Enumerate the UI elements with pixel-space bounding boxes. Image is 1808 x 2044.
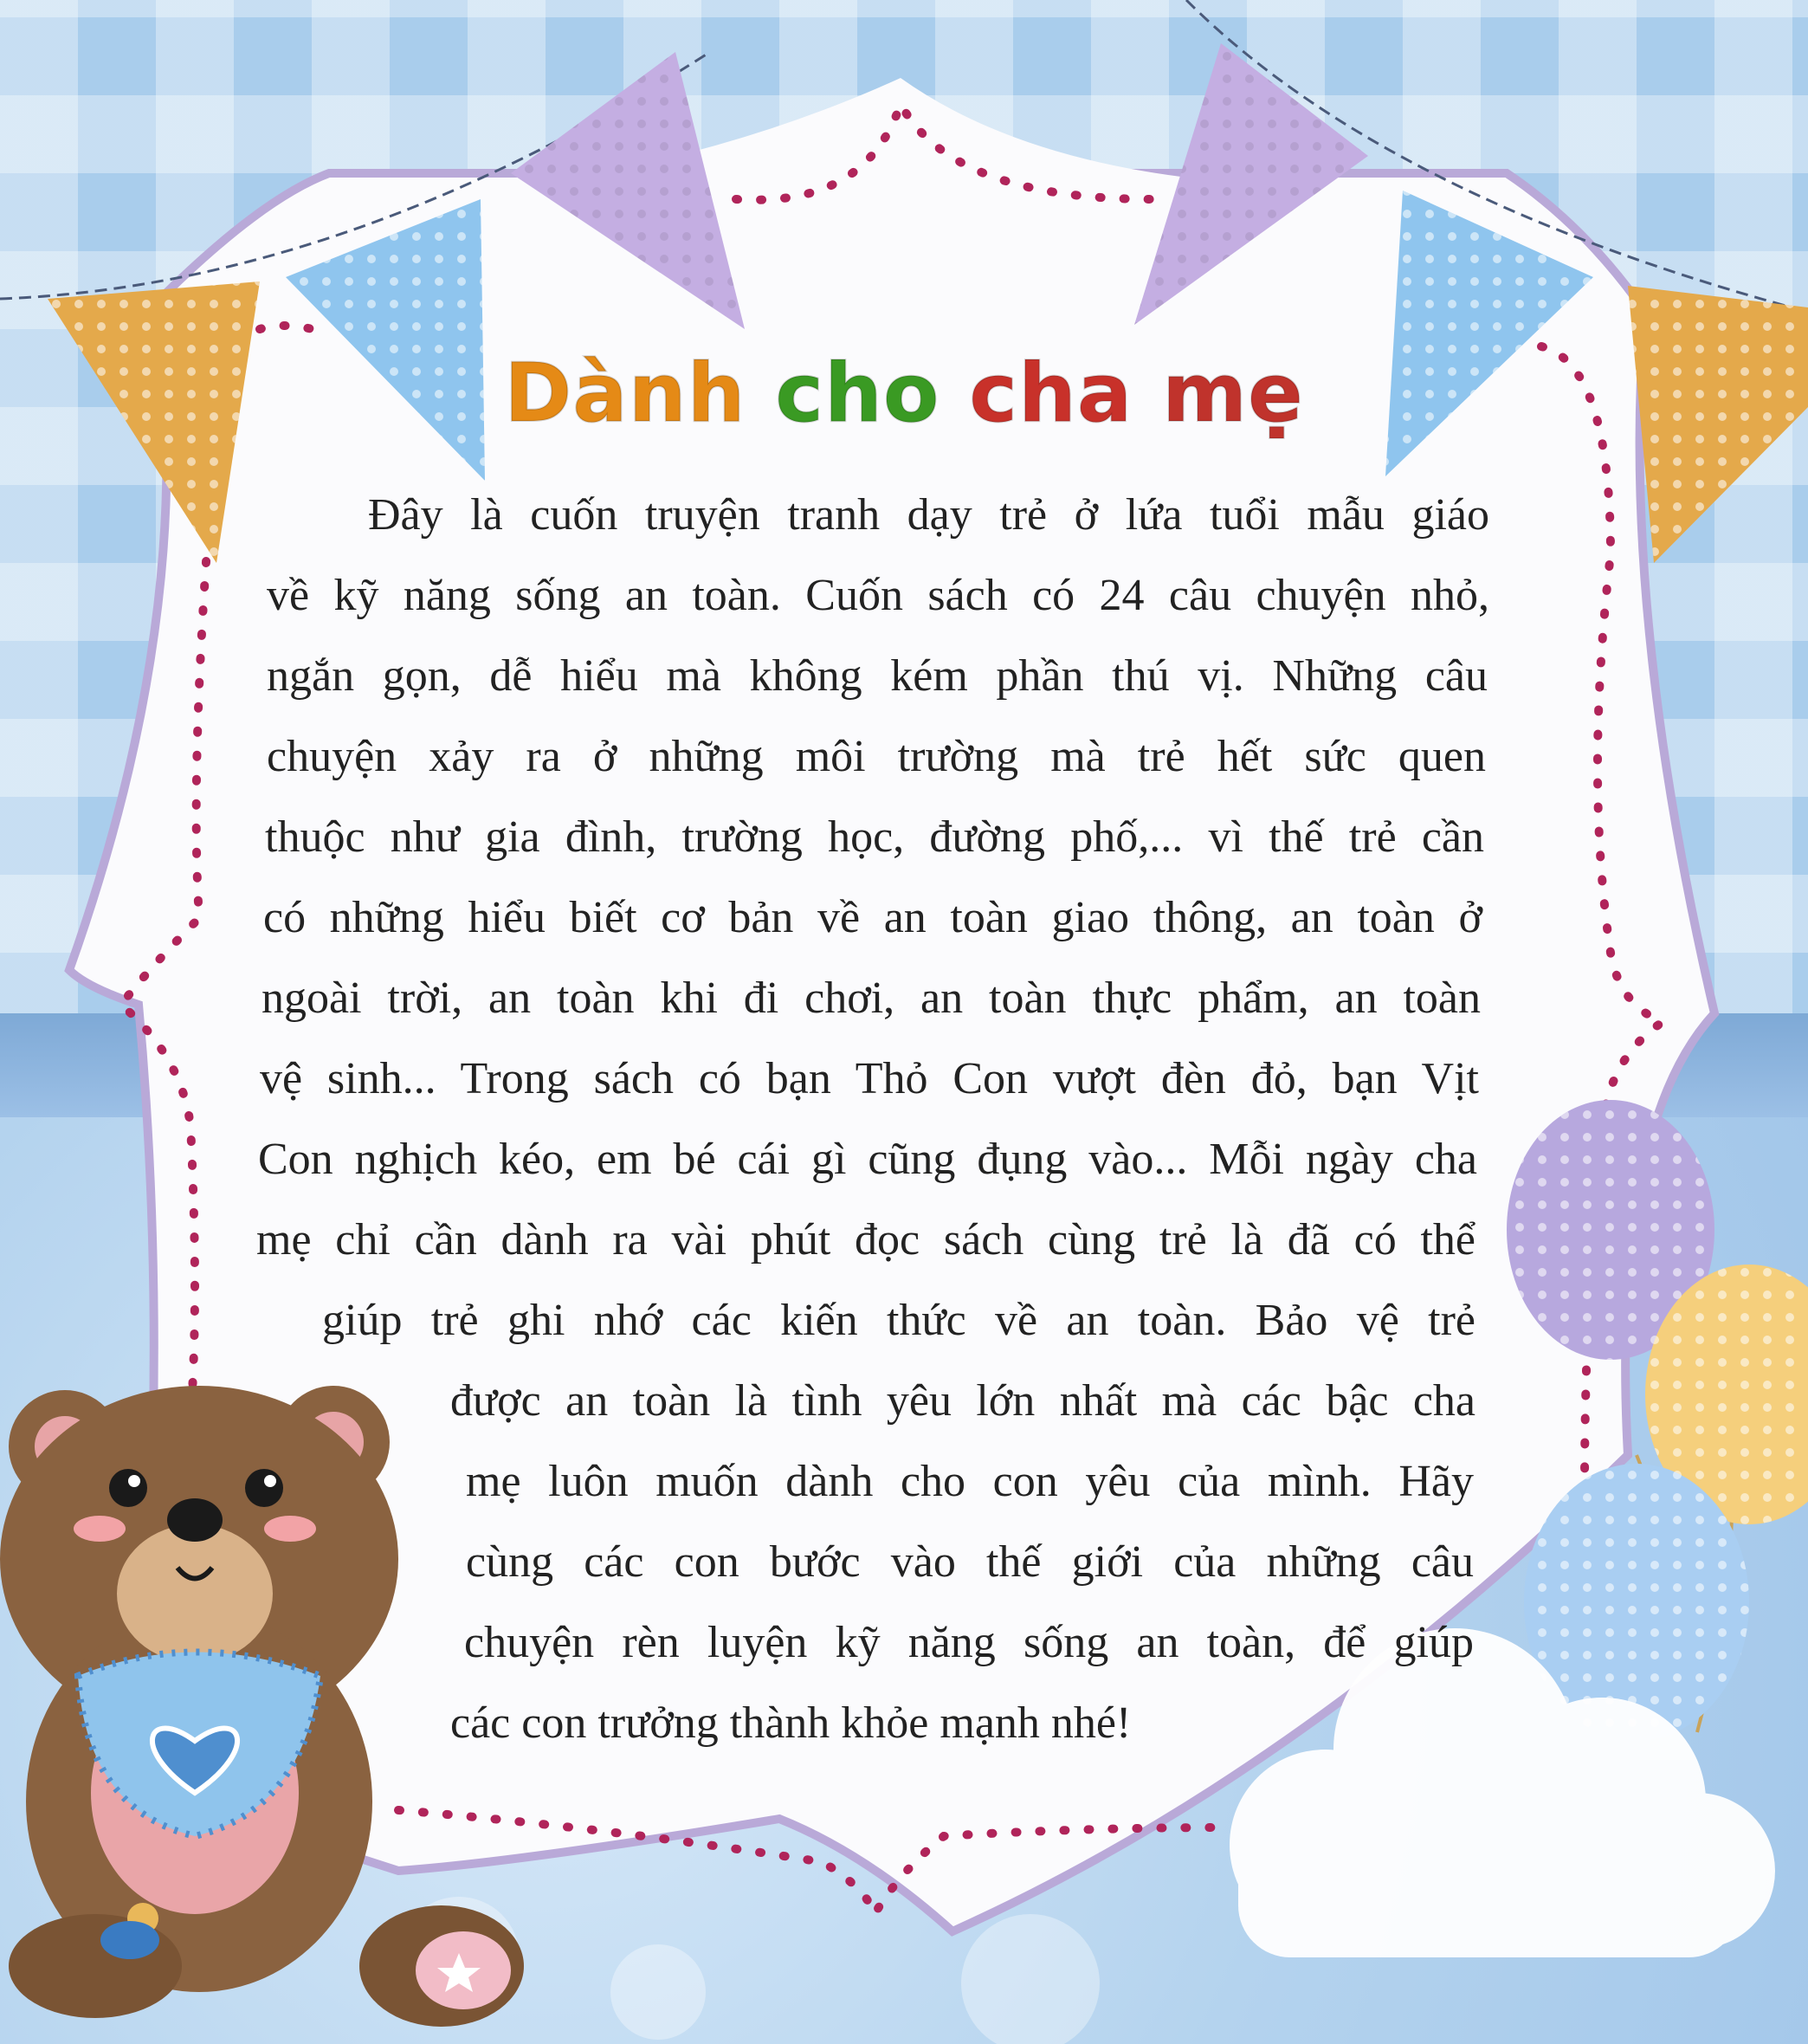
text-line: ngắn gọn, dễ hiểu mà không kém phần thú vị. Những câu (267, 651, 1488, 701)
title-word-4: mẹ (1162, 346, 1304, 441)
text-line: các con trưởng thành khỏe mạnh nhé! (450, 1698, 1132, 1748)
text-line: thuộc như gia đình, trường học, đường phố,... vì thế trẻ cần (265, 812, 1484, 862)
text-line: ngoài trời, an toàn khi đi chơi, an toàn thực phẩm, an toàn (262, 973, 1481, 1023)
page-title (0, 346, 1808, 441)
title-word-2: cho (775, 346, 940, 441)
text-line: chuyện rèn luyện kỹ năng sống an toàn, để giúp (464, 1618, 1474, 1667)
text-line: giúp trẻ ghi nhớ các kiến thức về an toàn. Bảo vệ trẻ (322, 1296, 1475, 1345)
text-line: mẹ chỉ cần dành ra vài phút đọc sách cùng trẻ là đã có thể (256, 1215, 1475, 1265)
title-word-3: cha (969, 346, 1133, 441)
text-line: cùng các con bước vào thế giới của những câu (466, 1537, 1474, 1587)
text-line: có những hiểu biết cơ bản về an toàn giao thông, an toàn ở (263, 893, 1482, 942)
title-word-1: Dành (504, 346, 746, 441)
text-line: mẹ luôn muốn dành cho con yêu của mình. Hãy (466, 1457, 1474, 1506)
text-line: Con nghịch kéo, em bé cái gì cũng đụng vào... Mỗi ngày cha (258, 1135, 1477, 1184)
text-line: Đây là cuốn truyện tranh dạy trẻ ở lứa tuổi mẫu giáo (368, 490, 1489, 540)
text-line: vệ sinh... Trong sách có bạn Thỏ Con vượt đèn đỏ, bạn Vịt (260, 1054, 1479, 1103)
text-line: chuyện xảy ra ở những môi trường mà trẻ hết sức quen (267, 732, 1486, 781)
text-line: được an toàn là tình yêu lớn nhất mà các bậc cha (450, 1376, 1475, 1426)
text-line: về kỹ năng sống an toàn. Cuốn sách có 24 câu chuyện nhỏ, (267, 571, 1489, 620)
